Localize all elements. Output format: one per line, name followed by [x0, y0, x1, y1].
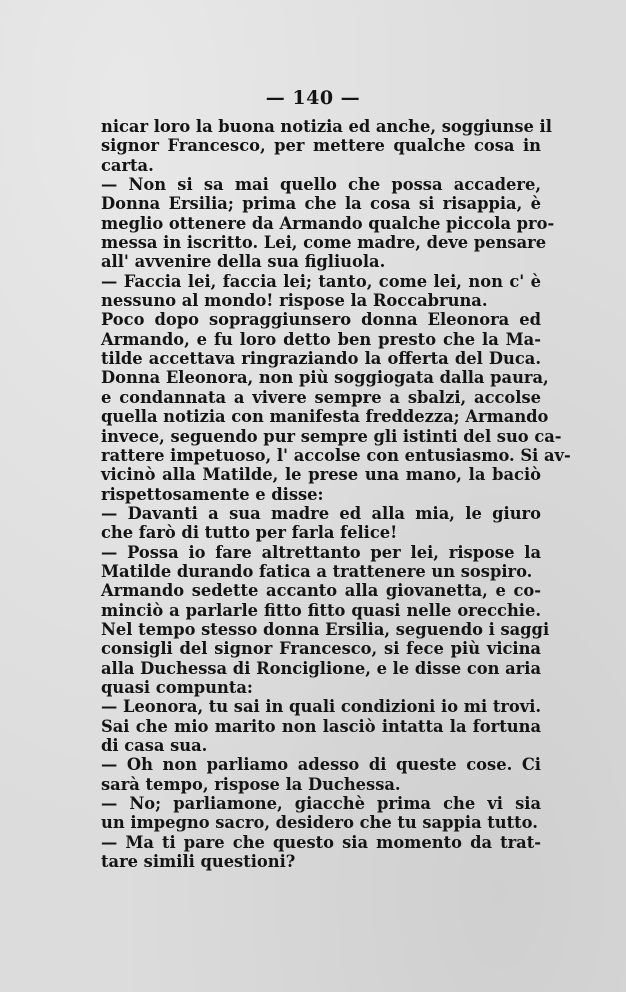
text-line: — No; parliamone, giacchè prima che vi sia — [101, 794, 541, 814]
text-line: sarà tempo, rispose la Duchessa. — [101, 774, 401, 794]
text-line: — Non si sa mai quello che possa accadere, — [101, 175, 541, 195]
text-line: tare simili questioni? — [101, 852, 296, 872]
text-line: un impegno sacro, desidero che tu sappia tutto. — [101, 813, 538, 833]
text-line: Donna Eleonora, non più soggiogata dalla paura, — [101, 368, 549, 388]
text-line: tilde accettava ringraziando la offerta del Duca. — [101, 349, 541, 369]
text-line: quasi compunta: — [101, 677, 253, 697]
text-line: all' avvenire della sua figliuola. — [101, 252, 386, 272]
text-line: — Ma ti pare che questo sia momento da trat- — [101, 832, 541, 852]
text-line: — Davanti a sua madre ed alla mia, le giuro — [101, 503, 541, 523]
text-line: — Oh non parliamo adesso di queste cose. Ci — [101, 755, 541, 775]
text-line: carta. — [101, 155, 154, 175]
text-line: nessuno al mondo! rispose la Roccabruna. — [101, 291, 488, 311]
text-line: nicar loro la buona notizia ed anche, soggiunse il — [101, 117, 552, 136]
text-line: vicinò alla Matilde, le prese una mano, la baciò — [101, 465, 541, 485]
body-text — [101, 117, 571, 872]
text-line: meglio ottenere da Armando qualche piccola pro- — [101, 213, 555, 233]
text-line: rispettosamente e disse: — [101, 484, 324, 504]
text-line: alla Duchessa di Ronciglione, e le disse con aria — [101, 658, 541, 678]
text-line: Matilde durando fatica a trattenere un sospiro. — [101, 561, 533, 581]
text-line: quella notizia con manifesta freddezza; Armando — [101, 407, 549, 427]
text-line: Armando, e fu loro detto ben presto che la Ma- — [101, 329, 541, 349]
text-line: Nel tempo stesso donna Ersilia, seguendo i saggi — [101, 619, 550, 639]
text-line: di casa sua. — [101, 736, 208, 755]
text-line: che farò di tutto per farla felice! — [101, 523, 398, 543]
text-line: signor Francesco, per mettere qualche cosa in — [101, 136, 541, 156]
text-line: messa in iscritto. Lei, come madre, deve pensare — [101, 233, 547, 253]
text-line: minciò a parlarle fitto fitto quasi nelle orecchie. — [101, 600, 541, 620]
text-line: Donna Ersilia; prima che la cosa si risappia, è — [101, 194, 541, 214]
page-number: — 140 — — [265, 87, 361, 109]
text-line: Sai che mio marito non lasciò intatta la fortuna — [101, 716, 541, 736]
text-line: consigli del signor Francesco, si fece più vicina — [101, 639, 541, 659]
text-line: rattere impetuoso, l' accolse con entusiasmo. Si av- — [101, 445, 571, 465]
text-line: — Possa io fare altrettanto per lei, rispose la — [101, 542, 541, 562]
text-line: invece, seguendo pur sempre gli istinti del suo ca- — [101, 426, 562, 446]
text-line: — Faccia lei, faccia lei; tanto, come lei, non c' è — [101, 271, 541, 291]
text-line: Armando sedette accanto alla giovanetta, e co- — [101, 581, 541, 601]
text-line: Poco dopo sopraggiunsero donna Eleonora ed — [101, 310, 541, 330]
text-line: e condannata a vivere sempre a sbalzi, accolse — [101, 387, 541, 407]
text-line: — Leonora, tu sai in quali condizioni io mi trovi. — [101, 697, 542, 717]
